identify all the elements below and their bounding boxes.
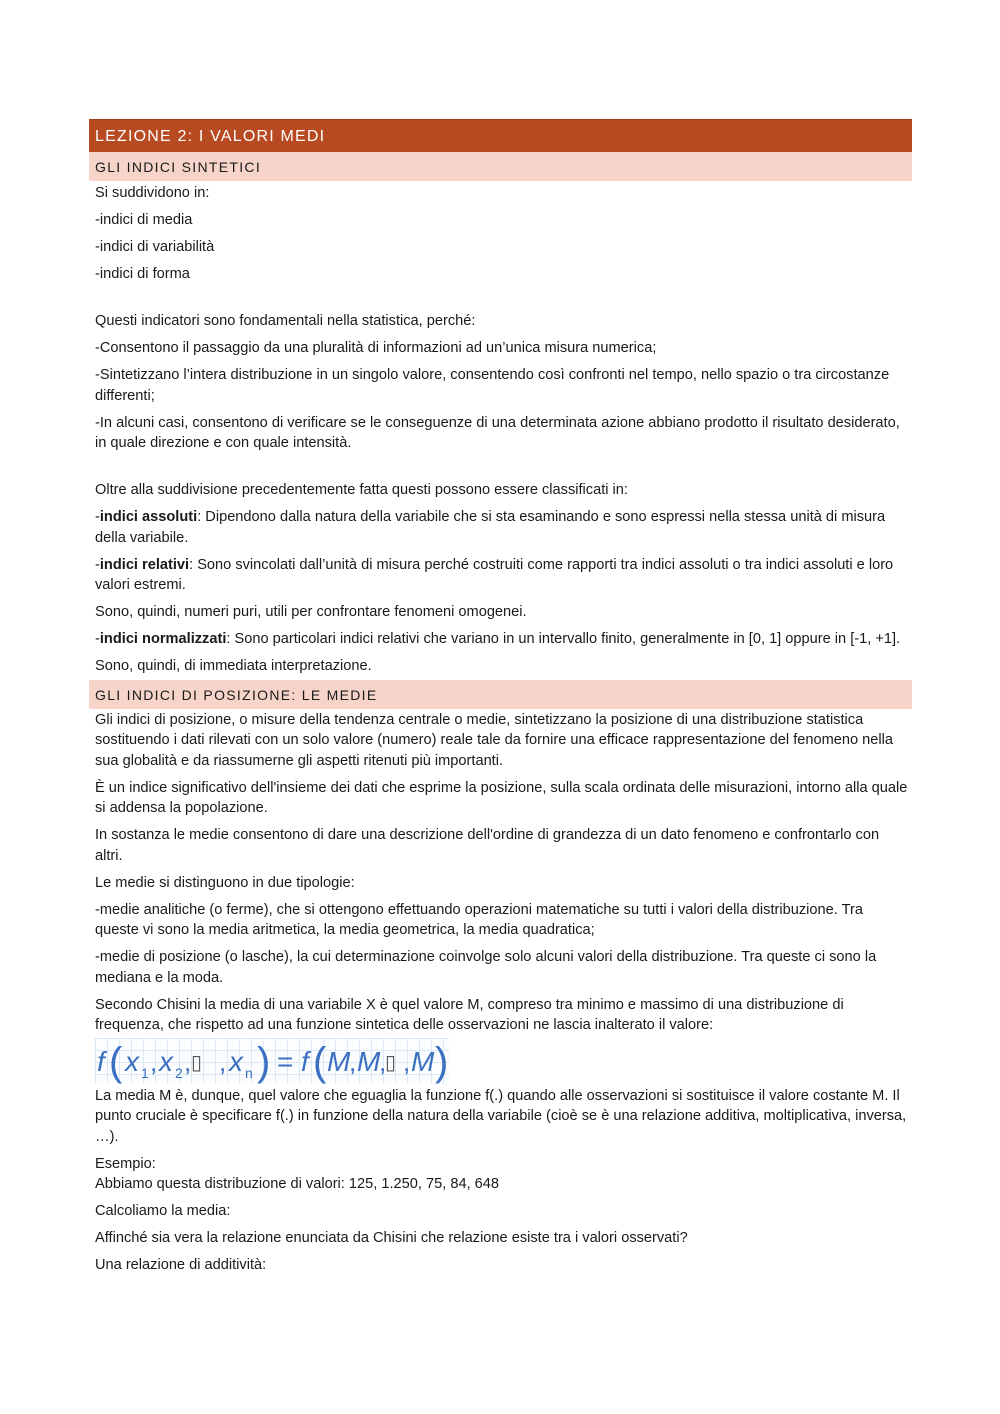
formula-paren-open: ( <box>109 1039 123 1084</box>
formula-comma: , <box>403 1046 411 1077</box>
importance-point-3: -In alcuni casi, consentono di verificare se le conseguenze di una determinata azione abbiano prodotto il risultato desiderato, in quale direzione e con quale intensità. <box>95 414 900 451</box>
paragraph-indici-normalizzati <box>89 629 912 650</box>
formula-missing-glyph: ▯ <box>191 1051 203 1074</box>
prefix: - <box>95 631 100 647</box>
formula-paren-close-2: ) <box>435 1039 449 1084</box>
formula-f-right: f <box>301 1045 309 1077</box>
list-item-variabilita: -indici di variabilità <box>95 239 215 255</box>
definition: : Sono particolari indici relativi che variano in un intervallo finito, generalmente in [0, 1] oppure in [-1, +1]. <box>226 631 901 647</box>
chisini-formula-image <box>95 1038 449 1084</box>
formula-paren-close: ) <box>257 1039 271 1084</box>
list-item-media: -indici di media <box>95 212 193 228</box>
paragraph-importance-intro: Questi indicatori sono fondamentali nella statistica, perché: <box>95 313 476 329</box>
formula-comma: , <box>150 1046 158 1077</box>
paragraph-after-formula: La media M è, dunque, quel valore che eguaglia la funzione f(.) quando alle osservazioni si sostituisce il valore costante M. Il punto cruciale è specificare f(.) in funzione della natura della variabile (cioè se è una relazione additiva, moltiplicativa, inversa, …). <box>95 1087 907 1145</box>
definition: : Dipendono dalla natura della variabile che si sta esaminando e sono espressi nella stessa unità di misura della variabile. <box>95 509 886 546</box>
paragraph-question: Affinché sia vera la relazione enunciata da Chisini che relazione esiste tra i valori osservati? <box>95 1230 688 1246</box>
formula-comma: , <box>349 1046 357 1077</box>
importance-point-2: -Sintetizzano l’intera distribuzione in un singolo valore, consentendo così confronti nel tempo, nello spazio o tra circostanze differenti; <box>95 367 890 404</box>
paragraph-posizione-1: Gli indici di posizione, o misure della tendenza centrale o medie, sintetizzano la posizione di una distribuzione statistica sostituendo i dati rilevati con un solo valore (numero) reale tale da fornire una efficace rappresentazione del fenomeno nella sua globalità e da riassumerne gli aspetti ritenuti più importanti. <box>95 711 894 769</box>
definition: : Sono svincolati dall’unità di misura perché costruiti come rapporti tra indici assoluti o tra indici assoluti e loro valori estremi. <box>95 556 894 593</box>
paragraph-posizione-2: È un indice significativo dell'insieme dei dati che esprime la posizione, sulla scala ordinata delle misurazioni, intorno alla quale si addensa la popolazione. <box>95 779 908 816</box>
paragraph-chisini: Secondo Chisini la media di una variabile X è quel valore M, compreso tra minimo e massimo di una distribuzione di frequenza, che rispetto ad una funzione sintetica delle osservazioni ne lascia inalterato il valore: <box>95 996 844 1033</box>
lesson-title: LEZIONE 2: I VALORI MEDI <box>89 119 912 152</box>
formula-comma: , <box>184 1046 192 1077</box>
prefix: - <box>95 509 100 525</box>
formula-sub-1: 1 <box>141 1064 149 1081</box>
section-heading-indici-posizione: GLI INDICI DI POSIZIONE: LE MEDIE <box>89 680 912 709</box>
example-values: Abbiamo questa distribuzione di valori: 125, 1.250, 75, 84, 648 <box>95 1176 500 1192</box>
spacer <box>89 291 912 311</box>
paragraph-calc: Calcoliamo la media: <box>95 1203 231 1219</box>
paragraph-classification-intro: Oltre alla suddivisione precedentemente fatta questi possono essere classificati in: <box>95 482 628 498</box>
paragraph-relative-note: Sono, quindi, numeri puri, utili per confrontare fenomeni omogenei. <box>95 604 527 620</box>
formula-xn: x <box>229 1045 243 1077</box>
example-label: Esempio: <box>95 1155 156 1172</box>
section-heading-indici-sintetici: GLI INDICI SINTETICI <box>89 152 912 181</box>
formula-comma: , <box>379 1046 387 1077</box>
formula-x1: x <box>125 1045 139 1077</box>
list-item-forma: -indici di forma <box>95 266 190 282</box>
importance-point-1: -Consentono il passaggio da una pluralità di informazioni ad un’unica misura numerica; <box>95 340 657 356</box>
formula-sub-n: n <box>245 1064 253 1081</box>
formula-missing-glyph-2: ▯ <box>385 1051 397 1074</box>
paragraph-medie-analitiche: -medie analitiche (o ferme), che si ottengono effettuando operazioni matematiche su tutti i valori della distribuzione. Tra queste vi sono la media aritmetica, la media geometrica, la media quadratica; <box>95 901 863 938</box>
formula-M2: M <box>357 1045 381 1077</box>
term-indici-normalizzati: indici normalizzati <box>99 631 227 647</box>
paragraph-intro: Si suddividono in: <box>95 185 210 201</box>
paragraph-indici-assoluti <box>89 507 912 548</box>
paragraph-medie-posizione: -medie di posizione (o lasche), la cui determinazione coinvolge solo alcuni valori della distribuzione. Tra queste ci sono la mediana e la moda. <box>95 949 877 986</box>
spacer <box>89 460 912 480</box>
formula-x2: x <box>159 1045 173 1077</box>
formula-paren-open-2: ( <box>313 1039 327 1084</box>
term-indici-relativi: indici relativi <box>99 556 190 573</box>
formula-svg <box>95 1038 449 1084</box>
formula-equals: = <box>277 1045 294 1077</box>
formula-sub-2: 2 <box>175 1064 183 1081</box>
paragraph-posizione-4: Le medie si distinguono in due tipologie: <box>95 874 355 891</box>
paragraph-answer: Una relazione di additività: <box>95 1257 267 1273</box>
term-indici-assoluti: indici assoluti <box>99 509 198 525</box>
paragraph-normalized-note: Sono, quindi, di immediata interpretazione. <box>95 658 372 674</box>
prefix: - <box>95 556 100 573</box>
formula-M3: M <box>411 1045 435 1077</box>
paragraph-posizione-3: In sostanza le medie consentono di dare una descrizione dell'ordine di grandezza di un dato fenomeno e confrontarlo con altri. <box>95 827 880 864</box>
formula-M1: M <box>327 1045 351 1077</box>
formula-comma: , <box>219 1046 227 1077</box>
formula-f-left: f <box>97 1045 105 1077</box>
paragraph-indici-relativi <box>89 555 912 596</box>
page-content <box>89 119 912 1282</box>
